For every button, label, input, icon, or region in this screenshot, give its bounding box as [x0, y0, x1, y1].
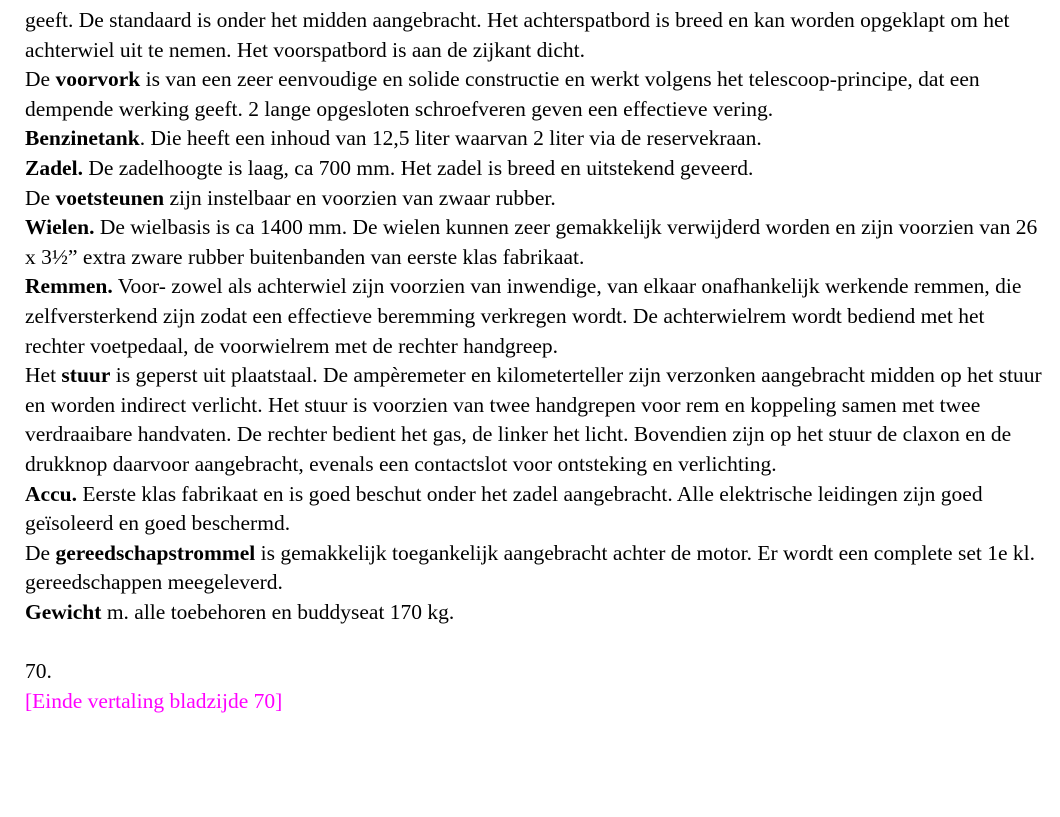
text-run: is van een zeer eenvoudige en solide constructie en werkt volgens het telescoop-principe, dat een dempende werking geeft. 2 lange opgesloten schroefveren geven een effectieve vering.: [25, 67, 980, 121]
text-run: zijn instelbaar en voorzien van zwaar rubber.: [164, 185, 556, 210]
blank-line: [25, 627, 1045, 657]
document-body: [25, 6, 1045, 627]
paragraph: [25, 213, 1045, 272]
text-run: geeft. De standaard is onder het midden aangebracht. Het achterspatbord is breed en kan worden opgeklapt om het achterwiel uit te nemen. Het voorspatbord is aan de zijkant dicht.: [25, 8, 1010, 62]
bold-term: gereedschapstrommel: [55, 540, 256, 565]
paragraph: [25, 539, 1045, 598]
paragraph: [25, 361, 1045, 479]
paragraph: [25, 6, 1045, 65]
text-run: De: [25, 67, 56, 92]
text-run: m. alle toebehoren en buddyseat 170 kg.: [101, 599, 455, 624]
paragraph: [25, 184, 1045, 214]
bold-term: Wielen.: [25, 215, 95, 240]
text-run: is geperst uit plaatstaal. De ampèremeter en kilometerteller zijn verzonken aangebracht midden op het stuur en worden indirect verlicht. Het stuur is voorzien van twee handgrepen voor rem en koppeling samen met twee verdraaibare handvaten. De rechter bedient het gas, de linker het licht. Bovendien zijn op het stuur de claxon en de drukknop daarvoor aangebracht, evenals een contactslot voor ontsteking en verlichting.: [25, 363, 1042, 476]
text-run: De: [25, 540, 56, 565]
paragraph: [25, 65, 1045, 124]
bold-term: voorvork: [55, 67, 141, 92]
bold-term: Zadel.: [25, 155, 83, 180]
paragraph: [25, 272, 1045, 361]
translation-end-note: [Einde vertaling bladzijde 70]: [25, 688, 283, 713]
bold-term: stuur: [61, 363, 111, 388]
paragraph: [25, 154, 1045, 184]
text-run: . Die heeft een inhoud van 12,5 liter waarvan 2 liter via de reservekraan.: [139, 126, 762, 151]
text-run: Voor- zowel als achterwiel zijn voorzien van inwendige, van elkaar onafhankelijk werkende remmen, die zelfversterkend zijn zodat een effectieve beremming verkregen wordt. De achterwielrem wordt bediend met het rechter voetpedaal, de voorwielrem met de rechter handgreep.: [25, 274, 1022, 358]
paragraph: [25, 124, 1045, 154]
text-run: De: [25, 185, 56, 210]
paragraph: [25, 480, 1045, 539]
text-run: De zadelhoogte is laag, ca 700 mm. Het zadel is breed en uitstekend geveerd.: [82, 155, 754, 180]
bold-term: Gewicht: [25, 599, 102, 624]
text-run: De wielbasis is ca 1400 mm. De wielen kunnen zeer gemakkelijk verwijderd worden en zijn voorzien van 26 x 3½” extra zware rubber buitenbanden van eerste klas fabrikaat.: [25, 215, 1038, 269]
bold-term: Remmen.: [25, 274, 113, 299]
bold-term: voetsteunen: [55, 185, 165, 210]
page-number: 70.: [25, 659, 52, 684]
paragraph: [25, 598, 1045, 628]
text-run: Eerste klas fabrikaat en is goed beschut onder het zadel aangebracht. Alle elektrische leidingen zijn goed geïsoleerd en goed beschermd.: [25, 481, 983, 536]
document-page: [25, 6, 1045, 716]
text-run: Het: [25, 363, 62, 388]
text-run: is gemakkelijk toegankelijk aangebracht achter de motor. Er wordt een complete set 1e kl. gereedschappen meegeleverd.: [25, 540, 1035, 595]
bold-term: Accu.: [25, 481, 77, 506]
bold-term: Benzinetank: [25, 126, 140, 151]
